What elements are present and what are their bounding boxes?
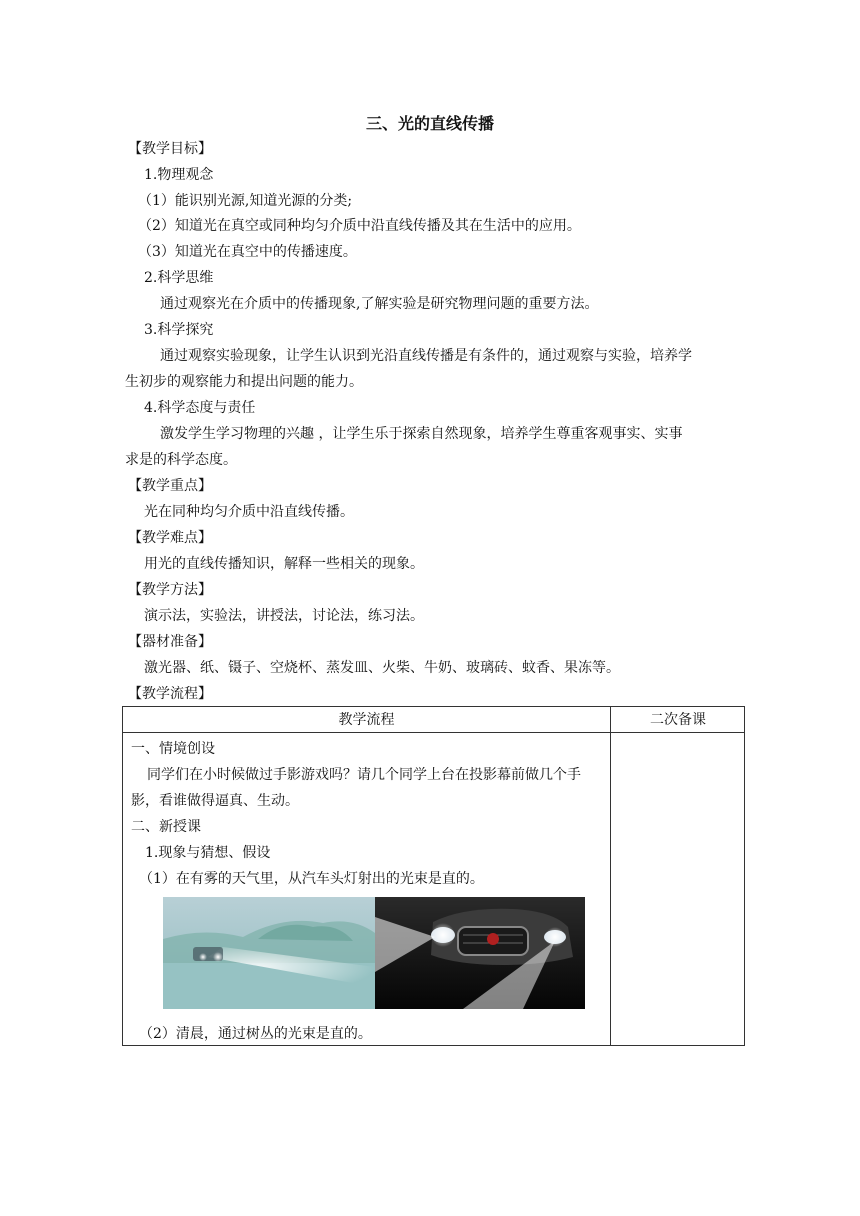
- col-header-second-prep: 二次备课: [650, 712, 706, 728]
- difficulty-text: 用光的直线传播知识，解释一些相关的现象。: [144, 556, 424, 572]
- col-header-process: 教学流程: [338, 712, 395, 728]
- foggy-road-image: [163, 897, 375, 1009]
- headlight-photo: [163, 897, 585, 1009]
- key-point-text: 光在同种均匀介质中沿直线传播。: [144, 504, 354, 520]
- physics-concept-item-2: （2）知道光在真空或同种均匀介质中沿直线传播及其在生活中的应用。: [138, 218, 581, 234]
- table-column-divider: [610, 707, 611, 1045]
- key-point-heading: 【教学重点】: [128, 478, 212, 494]
- attitude-label: 4.科学态度与责任: [144, 400, 256, 416]
- difficulty-heading: 【教学难点】: [128, 530, 212, 546]
- car-headlight-image: [375, 897, 585, 1009]
- physics-concept-item-3: （3）知道光在真空中的传播速度。: [138, 244, 357, 260]
- equipment-heading: 【器材准备】: [128, 634, 212, 650]
- scientific-inquiry-line-1: 通过观察实验现象，让学生认识到光沿直线传播是有条件的，通过观察与实验，培养学: [160, 348, 692, 364]
- section1-line-2: 影，看谁做得逼真、生动。: [131, 793, 299, 809]
- equipment-text: 激光器、纸、镊子、空烧杯、蒸发皿、火柴、牛奶、玻璃砖、蚊香、果冻等。: [144, 660, 620, 676]
- scientific-inquiry-line-2: 生初步的观察能力和提出问题的能力。: [125, 374, 363, 390]
- objectives-heading: 【教学目标】: [128, 141, 212, 157]
- item-2: （2）清晨，通过树丛的光束是直的。: [139, 1026, 372, 1042]
- attitude-line-1: 激发学生学习物理的兴趣 ，让学生乐于探索自然现象，培养学生尊重客观事实、实事: [160, 426, 683, 442]
- attitude-line-2: 求是的科学态度。: [125, 452, 237, 468]
- table-header-divider: [123, 732, 744, 733]
- section2-title: 二、新授课: [131, 819, 201, 835]
- subsection-1: 1.现象与猜想、假设: [145, 845, 271, 861]
- scientific-thinking-text: 通过观察光在介质中的传播现象,了解实验是研究物理问题的重要方法。: [160, 296, 599, 312]
- section1-line-1: 同学们在小时候做过手影游戏吗？请几个同学上台在投影幕前做几个手: [147, 767, 581, 783]
- methods-heading: 【教学方法】: [128, 582, 212, 598]
- physics-concept-item-1: （1）能识别光源,知道光源的分类;: [138, 193, 353, 209]
- process-heading: 【教学流程】: [128, 686, 212, 702]
- methods-text: 演示法，实验法，讲授法，讨论法，练习法。: [144, 608, 424, 624]
- scientific-inquiry-label: 3.科学探究: [144, 322, 214, 338]
- process-table: [122, 706, 745, 1046]
- physics-concept-label: 1.物理观念: [144, 167, 214, 183]
- item-1: （1）在有雾的天气里，从汽车头灯射出的光束是直的。: [139, 871, 484, 887]
- scientific-thinking-label: 2.科学思维: [144, 270, 214, 286]
- section1-title: 一、情境创设: [131, 741, 215, 757]
- page-title: 三、光的直线传播: [365, 114, 494, 133]
